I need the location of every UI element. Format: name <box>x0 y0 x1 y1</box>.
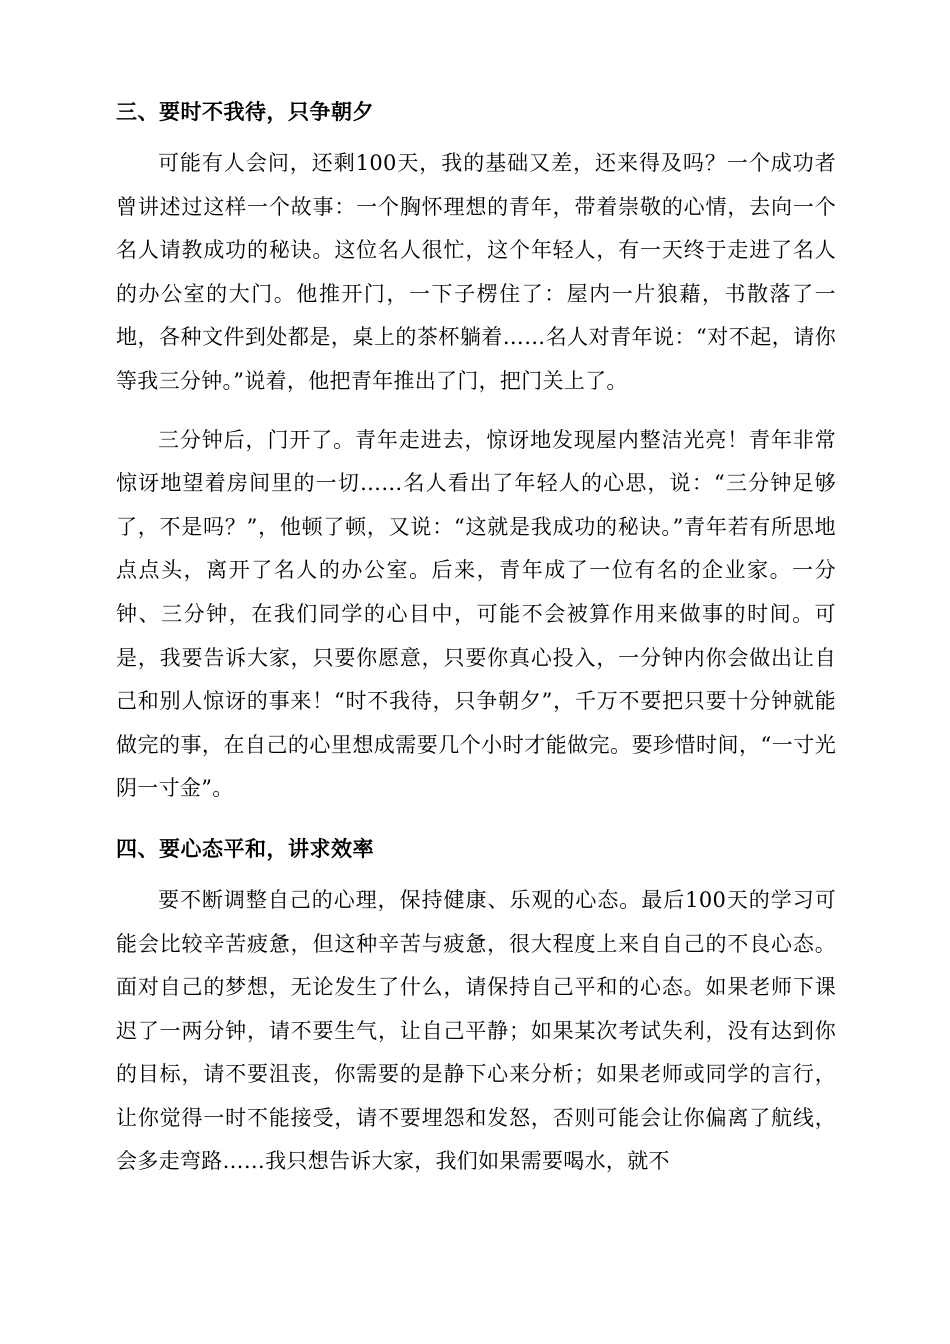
document-page <box>116 92 836 1199</box>
section-heading: 三、要时不我待，只争朝夕 <box>116 100 374 124</box>
paragraph: 可能有人会问，还剩100天，我的基础又差，还来得及吗？一个成功者曾讲述过这样一个故事：一个胸怀理想的青年，带着崇敬的心情，去向一个名人请教成功的秘诀。这位名人很忙，这个年轻人，有一天终于走进了名人的办公室的大门。他推开门，一下子楞住了：屋内一片狼藉，书散落了一地，各种文件到处都是，桌上的茶杯躺着……名人对青年说：“对不起，请你等我三分钟。”说着，他把青年推出了门，把门关上了。 <box>116 151 836 393</box>
paragraph: 要不断调整自己的心理，保持健康、乐观的心态。最后100天的学习可能会比较辛苦疲惫，但这种辛苦与疲惫，很大程度上来自自己的不良心态。面对自己的梦想，无论发生了什么，请保持自己平和的心态。如果老师下课迟了一两分钟，请不要生气，让自己平静；如果某次考试失利，没有达到你的目标，请不要沮丧，你需要的是静下心来分析；如果老师或同学的言行，让你觉得一时不能接受，请不要埋怨和发怒，否则可能会让你偏离了航线，会多走弯路……我只想告诉大家，我们如果需要喝水，就不 <box>116 887 836 1174</box>
section-three <box>116 92 836 811</box>
section-four <box>116 829 836 1184</box>
section-heading: 四、要心态平和，讲求效率 <box>116 836 374 861</box>
paragraph: 三分钟后，门开了。青年走进去，惊讶地发现屋内整洁光亮！青年非常惊讶地望着房间里的一切……名人看出了年轻人的心思，说：“三分钟足够了，不是吗？”，他顿了顿，又说：“这就是我成功的秘诀。”青年若有所思地点点头，离开了名人的办公室。后来，青年成了一位有名的企业家。一分钟、三分钟，在我们同学的心目中，可能不会被算作用来做事的时间。可是，我要告诉大家，只要你愿意，只要你真心投入，一分钟内你会做出让自己和别人惊讶的事来！“时不我待，只争朝夕”，千万不要把只要十分钟就能做完的事，在自己的心里想成需要几个小时才能做完。要珍惜时间，“一寸光阴一寸金”。 <box>116 427 836 801</box>
